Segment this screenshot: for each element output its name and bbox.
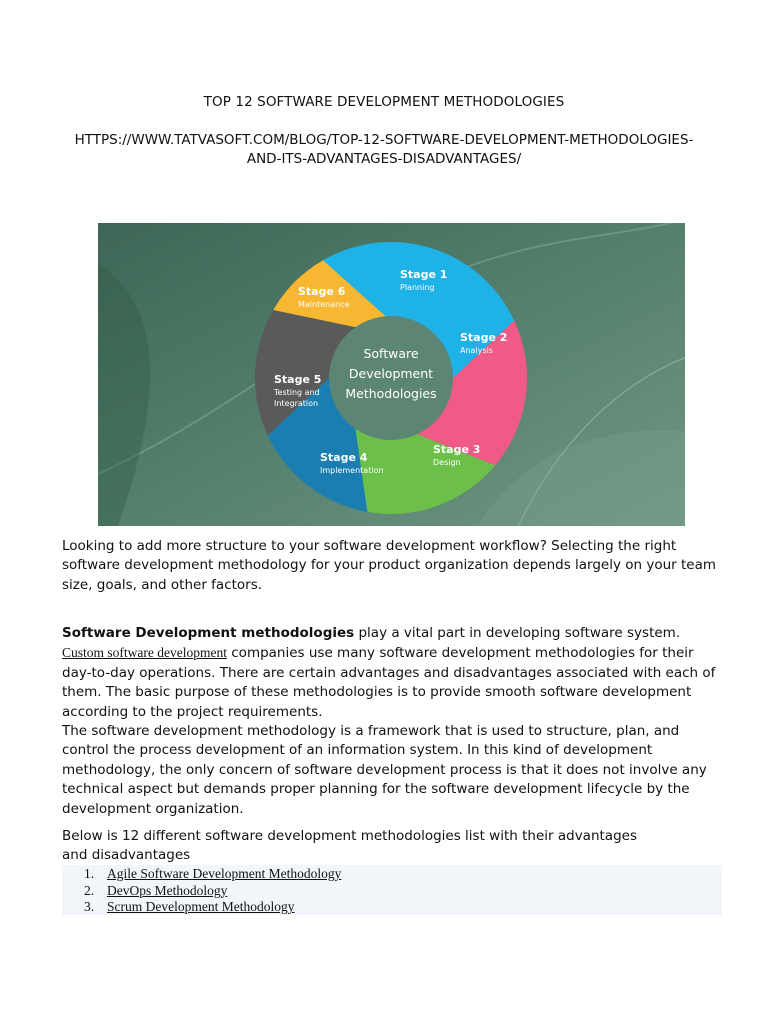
custom-software-link[interactable]: Custom software development <box>62 645 227 661</box>
stage-2-subtitle: Analysis <box>460 346 493 355</box>
stage-1-subtitle: Planning <box>400 283 435 292</box>
stage-4-subtitle: Implementation <box>320 466 384 475</box>
list-intro-line1: Below is 12 different software development methodologies list with their advantages <box>62 828 637 844</box>
list-number: 2. <box>84 882 95 898</box>
methodology-link-scrum[interactable]: Scrum Development Methodology <box>107 899 295 914</box>
list-item <box>62 883 722 900</box>
stage-5-subtitle: Integration <box>274 399 319 408</box>
stage-3-subtitle: Design <box>433 458 461 467</box>
list-number: 1. <box>84 866 95 881</box>
stage-4-title: Stage 4 <box>320 451 368 464</box>
intro-paragraph: Looking to add more structure to your software development workflow? Selecting the right software development methodology for your product organization depends largely on your team size, goals, and other factors. <box>62 538 717 593</box>
stage-5-title: Stage 5 <box>274 373 322 386</box>
list-item <box>62 899 722 916</box>
body-paragraph <box>62 624 722 819</box>
stage-6-title: Stage 6 <box>298 285 346 298</box>
list-item <box>62 866 722 883</box>
list-number: 3. <box>84 899 95 914</box>
list-intro-line2: and disadvantages <box>62 847 191 864</box>
center-label-line1: Software <box>363 346 419 361</box>
methodology-link-devops[interactable]: DevOps Methodology <box>107 882 228 898</box>
body-text-c: The software development methodology is a framework that is used to structure, plan, and control the process development of an information system. In this kind of development methodology, the only concern of software development process is that it does not involve any technical aspect but demands proper planning for the software development lifecycle by the development organization. <box>62 723 707 817</box>
methodology-list <box>62 866 722 916</box>
page-title: TOP 12 SOFTWARE DEVELOPMENT METHODOLOGIES <box>203 94 565 110</box>
stage-6-subtitle: Maintenance <box>298 300 350 309</box>
methodology-link-agile[interactable]: Agile Software Development Methodology <box>107 866 342 881</box>
body-text-b: companies use many software development methodologies for their day-to-day operations. There are certain advantages and disadvantages associated with each of them. The basic purpose of these methodologies is to provide smooth software development according to the project requirements. <box>62 645 716 720</box>
stage-2-title: Stage 2 <box>460 331 508 344</box>
bold-lead: Software Development methodologies <box>62 625 355 641</box>
center-label-line3: Methodologies <box>345 386 437 401</box>
stage-1-title: Stage 1 <box>400 268 448 281</box>
source-url[interactable]: HTTPS://WWW.TATVASOFT.COM/BLOG/TOP-12-SOFTWARE-DEVELOPMENT-METHODOLOGIES-AND-ITS-ADVANTAGES-DISADVANTAGES/ <box>74 132 694 167</box>
list-intro <box>62 827 722 866</box>
methodology-cycle-image <box>98 223 685 526</box>
stage-3-title: Stage 3 <box>433 443 481 456</box>
stage-5-subtitle: Testing and <box>274 388 320 397</box>
center-label-line2: Development <box>348 366 434 381</box>
body-text-a: play a vital part in developing software system. <box>354 625 681 641</box>
